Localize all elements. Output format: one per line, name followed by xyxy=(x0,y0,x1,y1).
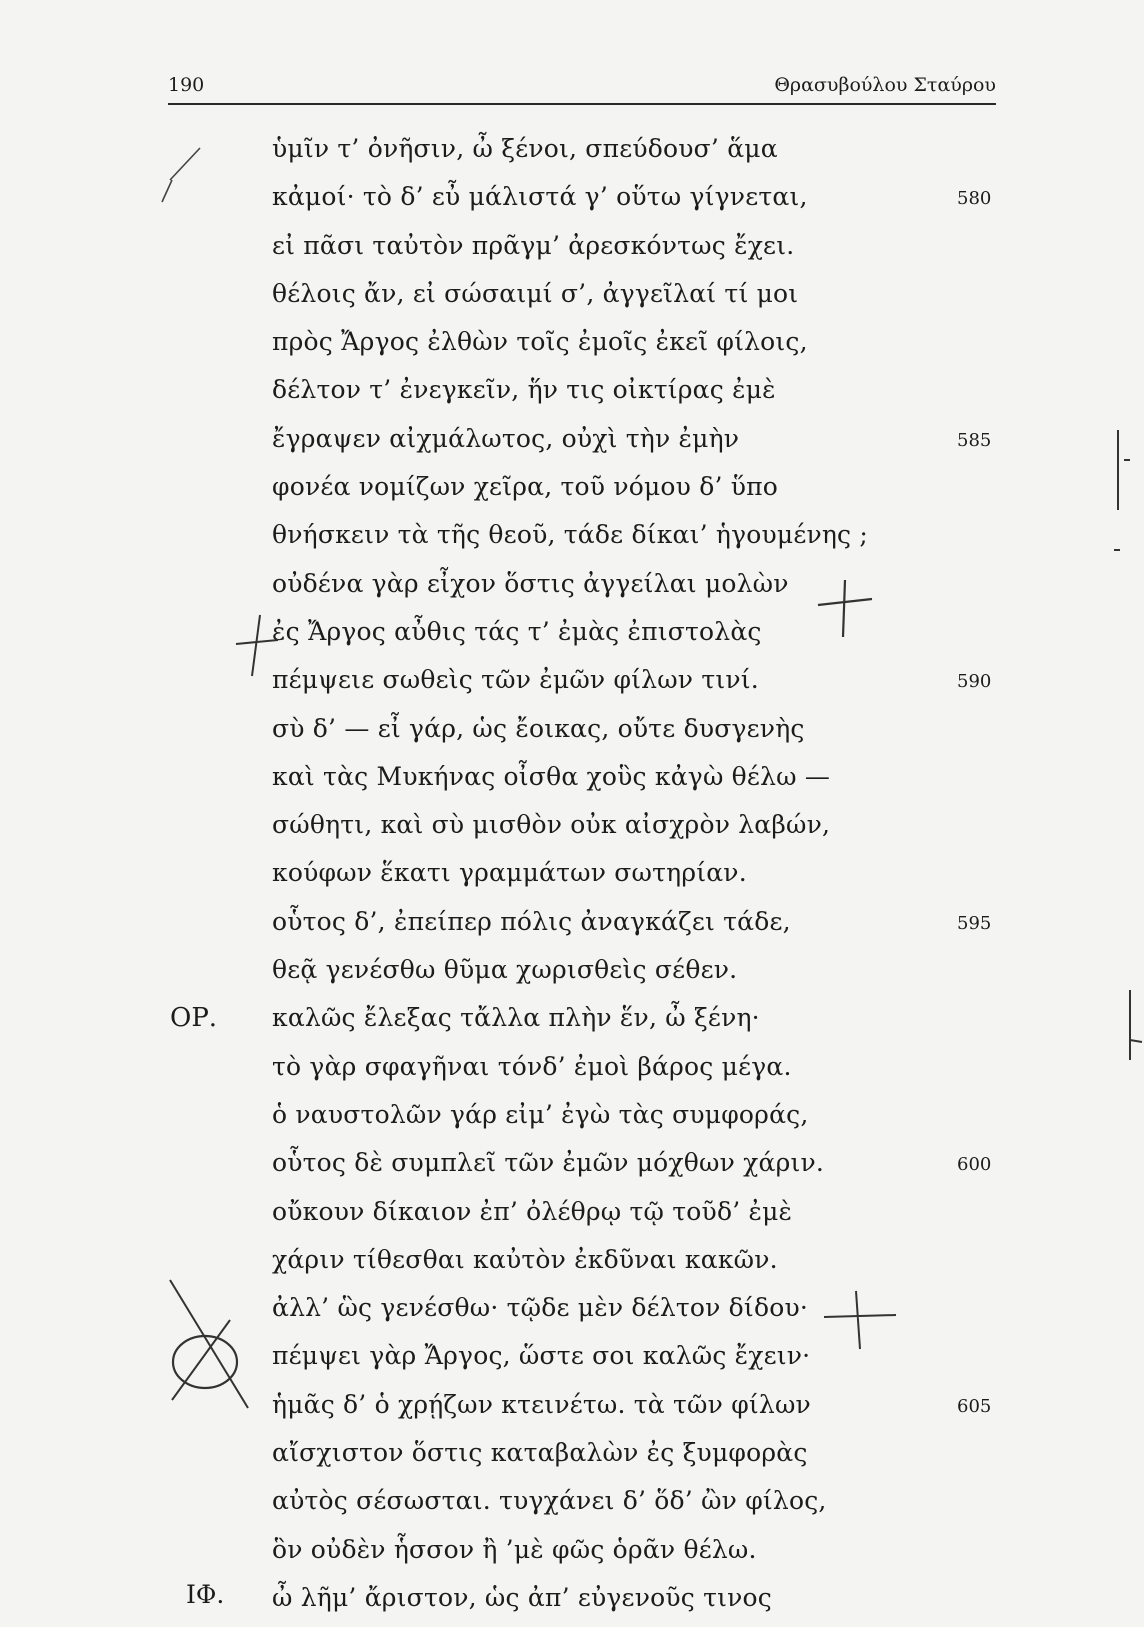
verse-text: ὦ λῆμ’ ἄριστον, ὡς ἀπ’ εὐγενοῦς τινος xyxy=(272,1582,772,1612)
verse-line xyxy=(0,1482,1144,1530)
handwritten-cross-mark xyxy=(232,610,282,680)
verse-text: τὸ γὰρ σφαγῆναι τόνδ’ ἐμοὶ βάρος μέγα. xyxy=(272,1051,792,1081)
verse-line xyxy=(0,275,1144,323)
verse-line xyxy=(0,371,1144,419)
verse-line xyxy=(0,1434,1144,1482)
verse-text: ὁ ναυστολῶν γάρ εἰμ’ ἐγὼ τὰς συμφοράς, xyxy=(272,1099,809,1129)
verse-line xyxy=(0,999,1144,1047)
verse-line xyxy=(0,951,1144,999)
verse-text: οὗτος δ’, ἐπείπερ πόλις ἀναγκάζει τάδε, xyxy=(272,906,791,936)
verse-text: αἴσχιστον ὅστις καταβαλὼν ἐς ξυμφορὰς xyxy=(272,1438,808,1468)
verse-line xyxy=(0,1193,1144,1241)
verse-text: οὔκουν δίκαιον ἐπ’ ὀλέθρῳ τῷ τοῦδ’ ἐμὲ xyxy=(272,1196,793,1226)
verse-line xyxy=(0,806,1144,854)
line-number: 590 xyxy=(957,671,992,693)
verse-line xyxy=(0,661,1144,709)
verse-text: θέλοις ἄν, εἰ σώσαιμί σ’, ἀγγεῖλαί τί μοι xyxy=(272,278,799,308)
verse-text: ὃν οὐδὲν ἧσσον ἢ ’μὲ φῶς ὁρᾶν θέλω. xyxy=(272,1534,757,1564)
speaker-label-if: ΙΦ. xyxy=(186,1579,225,1609)
header-rule xyxy=(168,103,996,105)
verse-line xyxy=(0,420,1144,468)
verse-text: ἀλλ’ ὣς γενέσθω· τῷδε μὲν δέλτον δίδου· xyxy=(272,1293,808,1323)
handwritten-cross-mark xyxy=(820,1285,900,1355)
line-number: 605 xyxy=(957,1395,992,1417)
verse-text: ἡμᾶς δ’ ὁ χρῄζων κτεινέτω. τὰ τῶν φίλων xyxy=(272,1389,811,1419)
verse-line xyxy=(0,1531,1144,1579)
verse-text: αὐτὸς σέσωσται. τυγχάνει δ’ ὅδ’ ὢν φίλος, xyxy=(272,1486,827,1516)
circled-speaker-strike-mark xyxy=(160,1250,260,1410)
verse-line xyxy=(0,516,1144,564)
verse-text: θεᾷ γενέσθω θῦμα χωρισθεὶς σέθεν. xyxy=(272,955,738,985)
line-number: 580 xyxy=(957,188,992,210)
verse-line xyxy=(0,854,1144,902)
running-head xyxy=(168,74,996,104)
margin-bracket-marks xyxy=(1100,420,1144,1220)
verse-text: οὗτος δὲ συμπλεῖ τῶν ἐμῶν μόχθων χάριν. xyxy=(272,1148,825,1178)
verse-text: πέμψειε σωθεὶς τῶν ἐμῶν φίλων τινί. xyxy=(272,665,759,695)
page-number: 190 xyxy=(168,74,205,96)
verse-line xyxy=(0,710,1144,758)
verse-line xyxy=(0,613,1144,661)
verse-text: ἔγραψεν αἰχμάλωτος, οὐχὶ τὴν ἐμὴν xyxy=(272,423,740,453)
line-number: 595 xyxy=(957,912,992,934)
verse-text: κούφων ἕκατι γραμμάτων σωτηρίαν. xyxy=(272,858,747,888)
verse-text: κἀμοί· τὸ δ’ εὖ μάλιστά γ’ οὕτω γίγνεται, xyxy=(272,182,808,212)
margin-tick-mark xyxy=(150,140,220,220)
verse-text: οὐδένα γὰρ εἶχον ὅστις ἀγγείλαι μολὼν xyxy=(272,568,789,598)
speaker-label-or: ΟΡ. xyxy=(170,1003,218,1034)
handwritten-cross-mark xyxy=(810,575,880,645)
verse-line xyxy=(0,227,1144,275)
verse-text: πέμψει γὰρ Ἄργος, ὥστε σοι καλῶς ἔχειν· xyxy=(272,1341,811,1371)
verse-text: καὶ τὰς Μυκήνας οἶσθα χοὓς κἀγὼ θέλω — xyxy=(272,761,831,791)
verse-line xyxy=(0,758,1144,806)
verse-text: ὑμῖν τ’ ὀνῆσιν, ὦ ξένοι, σπεύδουσ’ ἅμα xyxy=(272,134,778,163)
line-number: 585 xyxy=(957,429,992,451)
verse-text: σώθητι, καὶ σὺ μισθὸν οὐκ αἰσχρὸν λαβών, xyxy=(272,810,831,840)
running-title: Θρασυβούλου Σταύρου xyxy=(774,74,996,96)
verse-text: θνήσκειν τὰ τῆς θεοῦ, τάδε δίκαι’ ἡγουμένης ; xyxy=(272,520,869,550)
verse-text: χάριν τίθεσθαι καὐτὸν ἐκδῦναι κακῶν. xyxy=(272,1244,778,1274)
verse-text: σὺ δ’ — εἶ γάρ, ὡς ἔοικας, οὔτε δυσγενὴς xyxy=(272,713,805,743)
verse-line xyxy=(0,323,1144,371)
verse-line xyxy=(0,1579,1144,1627)
verse-line xyxy=(0,903,1144,951)
verse-text: καλῶς ἔλεξας τἄλλα πλὴν ἕν, ὦ ξένη· xyxy=(272,1003,760,1033)
verse-text: φονέα νομίζων χεῖρα, τοῦ νόμου δ’ ὕπο xyxy=(272,472,779,502)
verse-text: εἰ πᾶσι ταὐτὸν πρᾶγμ’ ἀρεσκόντως ἔχει. xyxy=(272,230,795,260)
verse-text: πρὸς Ἄργος ἐλθὼν τοῖς ἐμοῖς ἐκεῖ φίλοις, xyxy=(272,327,808,357)
verse-line xyxy=(0,1096,1144,1144)
verse-line xyxy=(0,1144,1144,1192)
verse-text: δέλτον τ’ ἐνεγκεῖν, ἥν τις οἰκτίρας ἐμὲ xyxy=(272,375,776,405)
line-number: 600 xyxy=(957,1154,992,1176)
verse-text: ἐς Ἄργος αὖθις τάς τ’ ἐμὰς ἐπιστολὰς xyxy=(272,616,762,646)
verse-line xyxy=(0,1048,1144,1096)
verse-line xyxy=(0,468,1144,516)
verse-line xyxy=(0,565,1144,613)
